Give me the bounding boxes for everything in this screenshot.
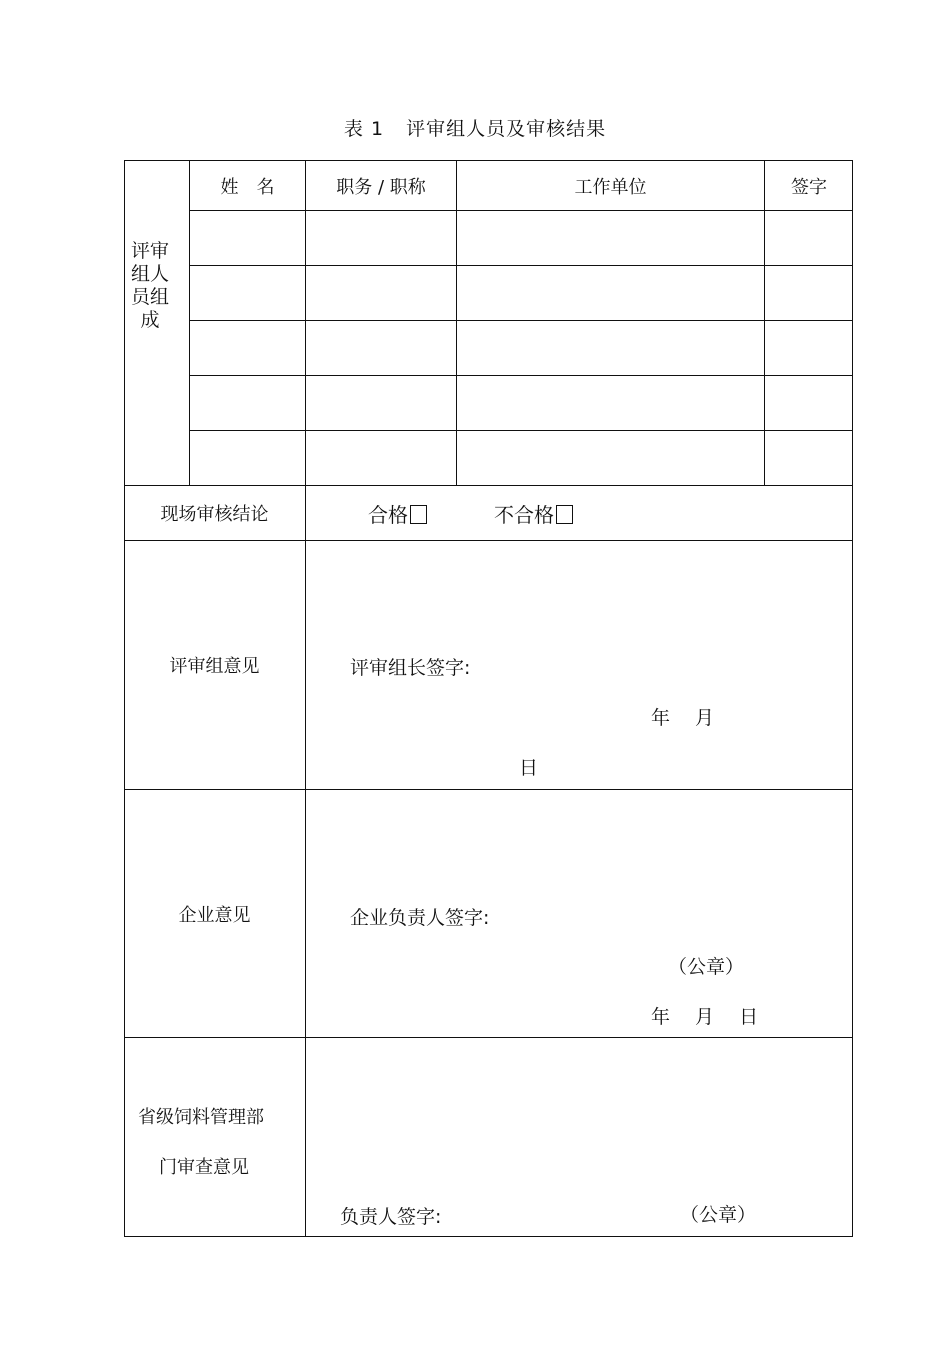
- province-opinion-label-line1: 省级饲料管理部: [138, 1107, 264, 1128]
- header-name: 姓 名: [220, 176, 275, 198]
- row-line: [189, 320, 853, 321]
- row-line: [189, 375, 853, 376]
- members-side-label: 评审组人员组成: [130, 240, 169, 331]
- header-title: 职务 / 职称: [336, 176, 426, 198]
- col-line: [305, 160, 306, 1237]
- header-signature: 签字: [791, 176, 827, 198]
- table-caption: 评审组人员及审核结果: [406, 118, 607, 140]
- enterprise-head-signature: 企业负责人签字:: [350, 907, 490, 929]
- enterprise-opinion-label: 企业意见: [178, 904, 251, 926]
- province-seal: （公章）: [680, 1204, 757, 1226]
- conclusion-label: 现场审核结论: [160, 504, 269, 525]
- pass-label: 合格: [368, 503, 408, 527]
- pass-option[interactable]: [368, 499, 427, 528]
- row-line: [124, 1037, 853, 1038]
- header-employer: 工作单位: [574, 176, 647, 198]
- row-line: [189, 210, 853, 211]
- review-date-day: 日: [519, 757, 539, 779]
- fail-option[interactable]: [494, 499, 573, 528]
- review-date-year-month: 年 月: [651, 707, 715, 729]
- province-opinion-label-line2: 门审查意见: [159, 1157, 249, 1178]
- table-title: [0, 114, 950, 141]
- enterprise-date: 年 月 日: [651, 1006, 759, 1028]
- row-line: [189, 430, 853, 431]
- table-number: 表 1: [343, 118, 385, 140]
- review-leader-signature: 评审组长签字:: [350, 657, 471, 679]
- province-head-signature: 负责人签字:: [340, 1206, 442, 1228]
- pass-checkbox[interactable]: [410, 505, 427, 524]
- row-line: [189, 265, 853, 266]
- fail-label: 不合格: [494, 503, 554, 527]
- fail-checkbox[interactable]: [556, 505, 573, 524]
- review-opinion-label: 评审组意见: [169, 656, 260, 677]
- enterprise-seal: （公章）: [668, 956, 745, 978]
